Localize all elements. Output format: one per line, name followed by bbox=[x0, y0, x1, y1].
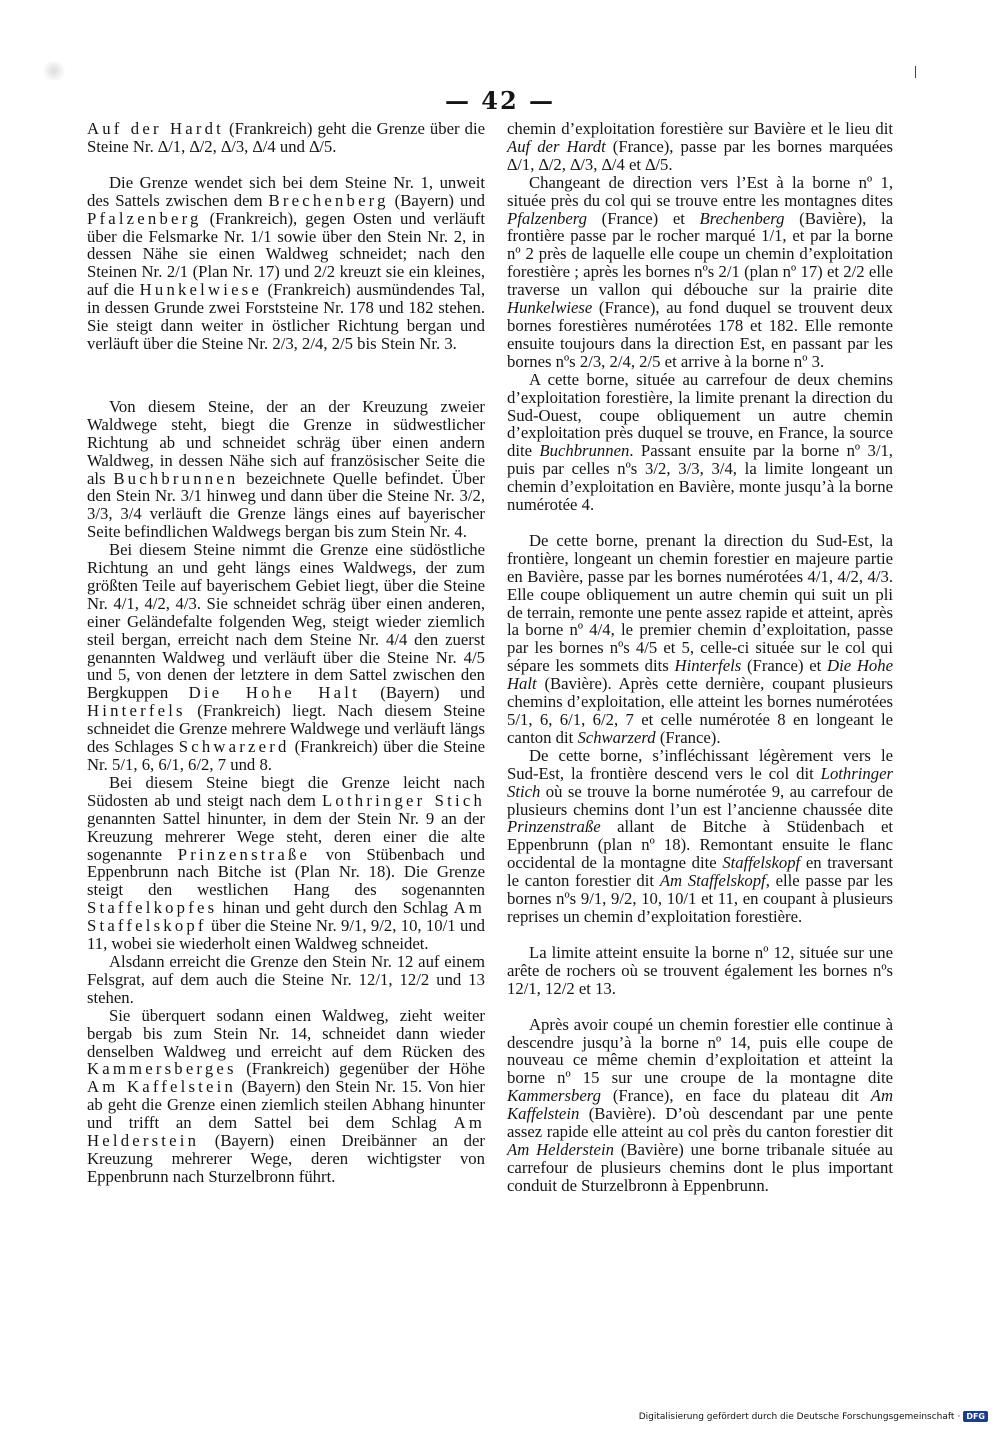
text-run: , elle passe par les bornes nºs 9/1, 9/2, 10, 10/1 et 11, en coupant à plusieurs reprises un chemin d’exploitation forestière. bbox=[507, 871, 893, 926]
text-run: von Stübenbach und Eppenbrunn nach Bitche ist (Plan Nr. 18). Die Grenze steigt den westlichen Hang des sogenannten bbox=[87, 844, 485, 900]
text-run: (Bayern) einen Dreibänner an der Kreuzung mehrerer Wege, deren wichtigster von Eppenbrunn nach Sturzelbronn führt. bbox=[87, 1131, 485, 1186]
text-run: chemin d’exploitation forestière sur Bavière et le lieu dit bbox=[507, 119, 893, 138]
place-name: Brechenberg bbox=[268, 190, 389, 210]
text-run: en traversant le canton forestier dit bbox=[507, 853, 893, 891]
text-run: (Bavière). Après cette dernière, coupant plusieurs chemins d’exploitation, elle atteint les bornes numérotées 5/1, 6, 6/1, 6/2, 7 et celle numérotée 8 en longeant le canton dit bbox=[507, 674, 893, 747]
german-paragraph bbox=[87, 120, 485, 156]
place-name: Buchbrunnen bbox=[113, 468, 239, 488]
text-run: (Frankreich) gegenüber der Höhe bbox=[236, 1059, 485, 1079]
text-run: De cette borne, s’infléchissant légèrement vers le Sud-Est, la frontière descend vers le col dit bbox=[507, 745, 893, 783]
text-run: (Frankreich) liegt. Nach diesem Steine schneidet die Grenze mehrere Waldwege und verläuft längs des Schlages bbox=[87, 701, 485, 757]
place-name: Am Kaffelstein bbox=[507, 1086, 893, 1124]
text-run: Changeant de direction vers l’Est à la borne nº 1, située près du col qui se trouve entre les montagnes dites bbox=[507, 172, 893, 210]
french-paragraph bbox=[507, 120, 893, 174]
text-run: (Bavière), la frontière passe par le rocher marqué 1/1, et par la borne nº 2 près de laquelle elle coupe un chemin d’exploitation forestière ; après les bornes nºs 2/1 (plan nº 17) et 2/2 elle traverse un vallon qui débouche sur la prairie dite bbox=[507, 208, 893, 300]
text-run: Bei diesem Steine nimmt die Grenze eine südöstliche Richtung an und geht längs eines Waldwegs, der zum größten Teile auf bayerischem Gebiet liegt, über die Steine Nr. 4/1, 4/2, 4/3. Sie schneidet schräg über einen anderen, einer Geländefalte folgenden Weg, steigt wieder ziemlich steil bergan, erreicht nach dem Steine Nr. 4/4 den zuerst genannten Waldweg und verläuft über die Steine Nr. 4/5 und 5, von denen der letztere in dem Sattel zwischen den Bergkuppen bbox=[87, 540, 485, 703]
place-name: Prinzenstraße bbox=[177, 844, 311, 864]
text-run: . Passant ensuite par la borne nº 3/1, puis par celles nºs 3/2, 3/3, 3/4, la limite longeant un chemin d’exploitation en Bavière, monte jusqu’à la borne numérotée 4. bbox=[507, 441, 893, 515]
scan-smudge bbox=[40, 62, 68, 80]
french-text-column bbox=[507, 120, 893, 1195]
place-name: Hunkelwiese bbox=[139, 280, 262, 300]
text-run: (Frankreich) über die Steine Nr. 5/1, 6, 6/1, 6/2, 7 und 8. bbox=[87, 737, 485, 774]
place-name: Staffelskopf bbox=[722, 853, 801, 873]
place-name: Staffelkopfes bbox=[87, 898, 218, 918]
german-paragraph bbox=[87, 774, 485, 953]
place-name: Am Staffelskopf bbox=[87, 898, 485, 936]
text-run: allant de Bitche à Stüdenbach et Eppenbrunn (plan nº 18). Remontant ensuite le flanc occidental de la montagne dite bbox=[507, 817, 893, 873]
place-name: Die Hohe Halt bbox=[507, 656, 893, 694]
place-name: Brechenberg bbox=[699, 208, 785, 228]
german-paragraph bbox=[87, 541, 485, 774]
place-name: Hinterfels bbox=[674, 656, 742, 676]
text-run: über die Steine Nr. 9/1, 9/2, 10, 10/1 und 11, wobei sie wiederholt einen Waldweg schneidet. bbox=[87, 916, 485, 954]
credit-text: Digitalisierung gefördert durch die Deutsche Forschungsgemeinschaft bbox=[638, 1411, 955, 1422]
text-run: (France), passe par les bornes marquées ∆/1, ∆/2, ∆/3, ∆/4 et ∆/5. bbox=[507, 136, 894, 174]
place-name: Am Staffelskopf bbox=[659, 871, 766, 891]
place-name: Kammersberges bbox=[87, 1059, 237, 1079]
text-run: (Bayern) und bbox=[388, 190, 486, 210]
french-paragraph bbox=[507, 371, 893, 514]
text-run: (Bavière) une borne tribanale située au carrefour de plusieurs chemins dont le plus important conduit de Sturzelbronn à Eppenbrunn. bbox=[507, 1139, 894, 1195]
text-run: genannten Sattel hinunter, in dem der Stein Nr. 9 an der Kreuzung mehrerer Wege steht, deren einer die alte sogenannte bbox=[87, 808, 485, 864]
text-run: La limite atteint ensuite la borne nº 12, située sur une arête de rochers où se trouvent également les bornes nºs 12/1, 12/2 et 13. bbox=[507, 942, 893, 998]
text-run: (Frankreich) ausmündendes Tal, in dessen Grunde zwei Forststeine Nr. 178 und 182 stehen. Sie steigt dann weiter in östlicher Richtung bergan und verläuft über die Steine Nr. 2/3, 2/4, 2/5 bis Stein Nr. 3. bbox=[87, 280, 485, 353]
place-name: Pfalzenberg bbox=[507, 208, 588, 228]
place-name: Kammersberg bbox=[507, 1086, 601, 1106]
text-run: (France) et bbox=[587, 208, 700, 228]
place-name: Buchbrunnen bbox=[539, 441, 630, 461]
text-run: (Bayern) den Stein Nr. 15. Von hier ab geht die Grenze einen ziemlich steilen Abhang hinunter und trifft an dem Sattel bei dem Schlag bbox=[87, 1077, 485, 1133]
german-paragraph bbox=[87, 174, 485, 353]
dfg-logo: DFG bbox=[963, 1411, 988, 1422]
place-name: Am Helderstein bbox=[507, 1139, 614, 1159]
paragraph-spacer bbox=[507, 998, 893, 1016]
text-run: (France), au fond duquel se trouvent deux bornes forestières numérotées 178 et 182. Elle remonte ensuite toujours dans la direction Est, en passant par les bornes nºs 2/3, 2/4, 2/5 et arrive à la borne nº 3. bbox=[507, 298, 893, 371]
place-name: Lothringer Stich bbox=[507, 763, 893, 801]
text-run: bezeichnete Quelle befindet. Über den Stein Nr. 3/1 hinweg und dann über die Steine Nr. 3/2, 3/3, 3/4 verläuft die Grenze längs eines auf bayerischer Seite befindlichen Waldwegs bergan bis zum Stein Nr. 4. bbox=[87, 468, 485, 542]
paragraph-spacer bbox=[87, 353, 485, 398]
text-run: (Frankreich) geht die Grenze über die Steine Nr. ∆/1, ∆/2, ∆/3, ∆/4 und ∆/5. bbox=[87, 119, 485, 156]
french-paragraph bbox=[507, 174, 893, 371]
paragraph-spacer bbox=[507, 926, 893, 944]
french-paragraph bbox=[507, 532, 893, 747]
place-name: Schwarzerd bbox=[577, 727, 656, 747]
text-run: hinan und geht durch den Schlag bbox=[217, 898, 454, 918]
german-text-column bbox=[87, 120, 485, 1186]
text-run: De cette borne, prenant la direction du Sud-Est, la frontière, longeant un chemin forestier en majeure partie en Bavière, passe par les bornes numérotées 4/1, 4/2, 4/3. Elle coupe obliquement un autre chemin qui suit un pli de terrain, remonte une pente assez rapide et atteint, après la borne nº 4/4, le premier chemin d’exploitation, passe par les bornes nºs 4/5 et 5, celle-ci située sur le col qui sépare les sommets dits bbox=[507, 530, 893, 676]
text-run: où se trouve la borne numérotée 9, au carrefour de plusieurs chemins dont l’un est l’ancienne chaussée dite bbox=[507, 781, 893, 819]
text-run: (Bavière). D’où descendant par une pente assez rapide elle atteint au col près du canton forestier dit bbox=[507, 1104, 893, 1142]
french-paragraph bbox=[507, 1016, 893, 1195]
text-run: Après avoir coupé un chemin forestier elle continue à descendre jusqu’à la borne nº 14, puis elle coupe de nouveau ce même chemin d’exploitation et atteint la borne nº 15 sur une croupe de la montagne dite bbox=[507, 1014, 893, 1088]
text-run: Die Grenze wendet sich bei dem Steine Nr. 1, unweit des Sattels zwischen dem bbox=[87, 172, 485, 210]
place-name: Die Hohe Halt bbox=[188, 683, 360, 703]
french-paragraph bbox=[507, 944, 893, 998]
french-paragraph bbox=[507, 747, 893, 926]
german-paragraph bbox=[87, 953, 485, 1007]
german-paragraph bbox=[87, 398, 485, 541]
paragraph-spacer bbox=[507, 514, 893, 532]
place-name: Hinterfels bbox=[87, 701, 186, 721]
place-name: Auf der Hardt bbox=[507, 136, 606, 156]
scan-edge-mark bbox=[915, 66, 916, 78]
text-run: (France). bbox=[655, 727, 721, 747]
text-run: Von diesem Steine, der an der Kreuzung zweier Waldwege steht, biegt die Grenze in südwestlicher Richtung ab und schneidet schräg über einen andern Waldweg, in dessen Nähe sich auf französischer Seite die als bbox=[87, 396, 485, 488]
place-name: Am Helderstein bbox=[87, 1113, 485, 1151]
place-name: Prinzenstraße bbox=[507, 817, 601, 837]
place-name: Schwarzerd bbox=[178, 737, 290, 757]
place-name: Auf der Hardt bbox=[87, 119, 224, 138]
digitization-credit bbox=[639, 1411, 988, 1422]
text-run: Sie überquert sodann einen Waldweg, zieht weiter bergab bis zum Stein Nr. 14, schneidet dann wieder denselben Waldweg und erreicht auf dem Rücken des bbox=[87, 1005, 485, 1061]
text-run: (France), en face du plateau dit bbox=[600, 1086, 871, 1106]
place-name: Lothringer Stich bbox=[322, 790, 485, 810]
credit-separator: · bbox=[957, 1411, 961, 1422]
place-name: Hunkelwiese bbox=[507, 298, 593, 318]
place-name: Am Kaffelstein bbox=[87, 1077, 236, 1097]
paragraph-spacer bbox=[87, 156, 485, 174]
text-run: (Frankreich), gegen Osten und verläuft über die Felsmarke Nr. 1/1 sowie über den Stein Nr. 2, in dessen Nähe sie einen Waldweg schneidet; nach den Steinen Nr. 2/1 (Plan Nr. 17) und 2/2 kreuzt sie ein kleines, auf die bbox=[87, 208, 485, 300]
text-run: (France) et bbox=[741, 656, 828, 676]
text-run: Alsdann erreicht die Grenze den Stein Nr. 12 auf einem Felsgrat, auf dem auch die Steine Nr. 12/1, 12/2 und 13 stehen. bbox=[87, 951, 485, 1007]
page-number: — 42 — bbox=[444, 86, 556, 115]
text-run: A cette borne, située au carrefour de deux chemins d’exploitation forestière, la limite prenant la direction du Sud-Ouest, coupe obliquement un autre chemin d’exploitation près duquel se trouve, en France, la source dite bbox=[507, 369, 893, 461]
german-paragraph bbox=[87, 1007, 485, 1186]
place-name: Pfalzenberg bbox=[87, 208, 202, 228]
text-run: Bei diesem Steine biegt die Grenze leicht nach Südosten ab und steigt nach dem bbox=[87, 772, 485, 810]
text-run: (Bayern) und bbox=[359, 683, 485, 703]
